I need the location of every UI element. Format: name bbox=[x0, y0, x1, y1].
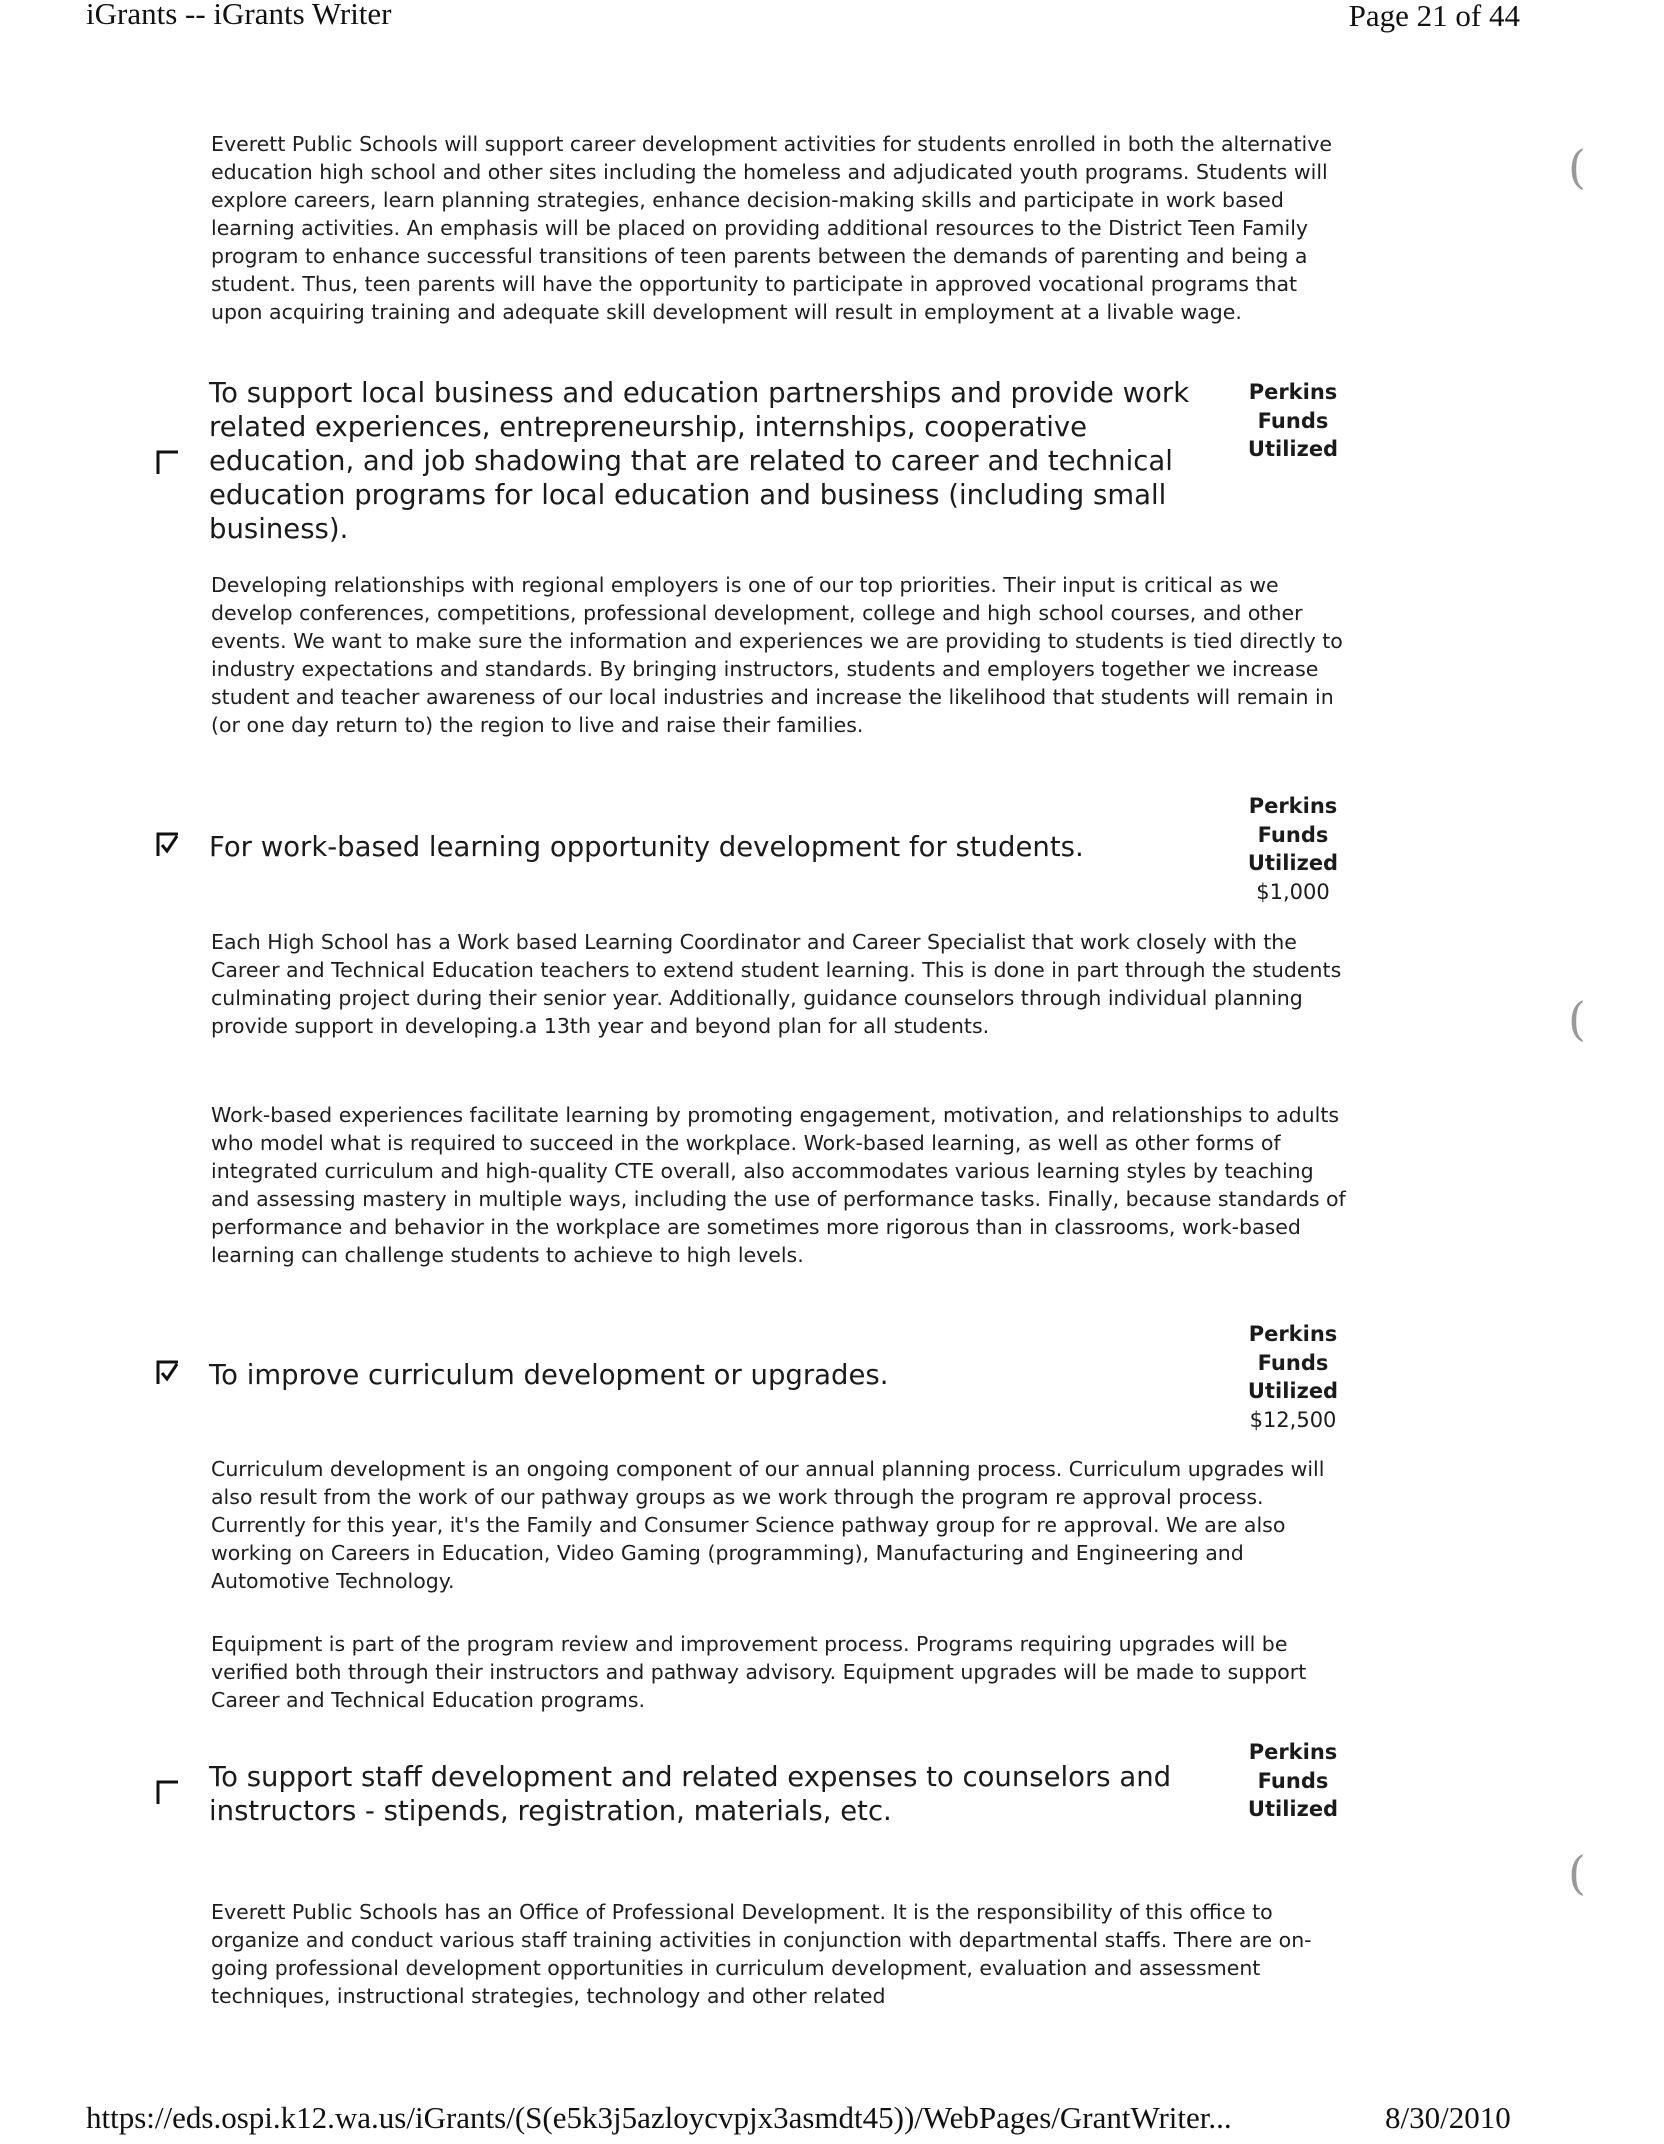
checkbox-checked-icon bbox=[156, 832, 180, 858]
perkins-funds-block bbox=[1228, 1320, 1358, 1434]
intro-paragraph: Everett Public Schools will support career development activities for students enrolled in both the alternative education high school and other sites including the homeless and adjudicated youth programs. Students will explore careers, learn planning strategies, enhance decision-making skills and participate in work based learning activities. An emphasis will be placed on providing additional resources to the District Teen Family program to enhance successful transitions of teen parents between the demands of parenting and being a student. Thus, teen parents will have the opportunity to participate in approved vocational programs that upon acquiring training and adequate skill development will result in employment at a livable wage. bbox=[211, 132, 1332, 324]
item-paragraph: Work-based experiences facilitate learning by promoting engagement, motivation, and relationships to adults who model what is required to succeed in the workplace. Work-based learning, as well as other forms of integrated curriculum and high-quality CTE overall, also accommodates various learning styles by teaching and assessing mastery in multiple ways, including the use of performance tasks. Finally, because standards of performance and behavior in the workplace are sometimes more rigorous than in classrooms, work-based learning can challenge students to achieve to high levels. bbox=[211, 1103, 1346, 1267]
item-checkbox-curriculum-development[interactable] bbox=[156, 1360, 180, 1386]
margin-scan-mark: ( bbox=[1568, 992, 1586, 1046]
item-label-staff-development: To support staff development and related expenses to counselors and instructors - stipends, registration, materials, etc. bbox=[209, 1761, 1172, 1827]
page-url[interactable]: https://eds.ospi.k12.wa.us/iGrants/(S(e5k3j5azloycvpjx3asmdt45))/WebPages/GrantWriter... bbox=[86, 2100, 1232, 2135]
perkins-funds-block bbox=[1228, 792, 1358, 906]
perkins-funds-label: Perkins Funds Utilized bbox=[1247, 1740, 1339, 1821]
item-paragraph: Equipment is part of the program review and improvement process. Programs requiring upgrades will be verified both through their instructors and pathway advisory. Equipment upgrades will be made to support Career and Technical Education programs. bbox=[211, 1632, 1307, 1712]
print-date: 8/30/2010 bbox=[1385, 2100, 1511, 2135]
item-label-curriculum-development: To improve curriculum development or upgrades. bbox=[209, 1359, 889, 1391]
item-paragraph: Each High School has a Work based Learning Coordinator and Career Specialist that work closely with the Career and Technical Education teachers to extend student learning. This is done in part through the students culminating project during their senior year. Additionally, guidance counselors through individual planning provide support in developing.a 13th year and beyond plan for all students. bbox=[211, 930, 1342, 1038]
item-label-work-based-learning: For work-based learning opportunity development for students. bbox=[209, 831, 1084, 863]
checkbox-unchecked-icon bbox=[156, 1780, 180, 1806]
perkins-funds-label: Perkins Funds Utilized bbox=[1247, 380, 1339, 461]
item-paragraph: Curriculum development is an ongoing component of our annual planning process. Curriculum upgrades will also result from the work of our pathway groups as we work through the program re approval process. Currently for this year, it's the Family and Consumer Science pathway group for re approval. We are also working on Careers in Education, Video Gaming (programming), Manufacturing and Engineering and Automotive Technology. bbox=[211, 1457, 1325, 1593]
margin-scan-mark: ( bbox=[1568, 140, 1586, 194]
window-title: iGrants -- iGrants Writer bbox=[86, 0, 392, 31]
perkins-funds-label: Perkins Funds Utilized bbox=[1247, 1322, 1339, 1403]
item-checkbox-business-partnerships[interactable] bbox=[156, 450, 180, 476]
checkbox-checked-icon bbox=[156, 1360, 180, 1386]
item-paragraph: Everett Public Schools has an Office of Professional Development. It is the responsibility of this office to organize and conduct various staff training activities in conjunction with departmental staffs. There are on-going professional development opportunities in curriculum development, evaluation and assessment techniques, instructional strategies, technology and other related bbox=[211, 1900, 1312, 2008]
perkins-amount: $1,000 bbox=[1256, 879, 1330, 904]
item-label-business-partnerships: To support local business and education partnerships and provide work related experiences, entrepreneurship, internships, cooperative education, and job shadowing that are related to career and technical education programs for local education and business (including small business). bbox=[209, 377, 1190, 545]
item-paragraph: Developing relationships with regional employers is one of our top priorities. Their input is critical as we develop conferences, competitions, professional development, college and high school courses, and other events. We want to make sure the information and experiences we are providing to students is tied directly to industry expectations and standards. By bringing instructors, students and employers together we increase student and teacher awareness of our local industries and increase the likelihood that students will remain in (or one day return to) the region to live and raise their families. bbox=[211, 573, 1343, 737]
item-checkbox-work-based-learning[interactable] bbox=[156, 832, 180, 858]
item-checkbox-staff-development[interactable] bbox=[156, 1780, 180, 1806]
perkins-amount: $12,500 bbox=[1249, 1407, 1337, 1432]
margin-scan-mark: ( bbox=[1568, 1846, 1586, 1900]
perkins-funds-label: Perkins Funds Utilized bbox=[1247, 794, 1339, 875]
checkbox-unchecked-icon bbox=[156, 450, 180, 476]
page-indicator: Page 21 of 44 bbox=[1348, 0, 1520, 33]
